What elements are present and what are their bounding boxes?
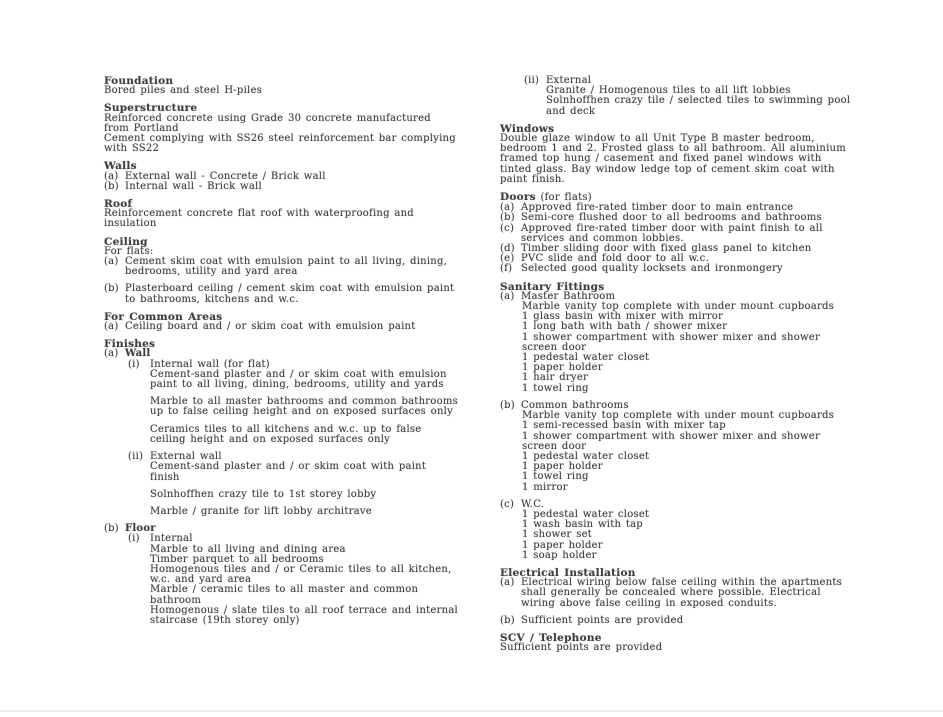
item-text: Plasterboard ceiling / cement skim coat with emulsion paint to bathrooms, kitchens and w.c. bbox=[125, 283, 455, 305]
spec-paragraph: Marble to all master bathrooms and common bathrooms up to false ceiling height and on exposed surfaces only bbox=[150, 396, 458, 418]
item-text: Internal bbox=[150, 533, 193, 545]
spec-paragraph: 1 shower set bbox=[522, 529, 593, 541]
item-text: Internal wall - Brick wall bbox=[125, 180, 262, 192]
section-sanitary-fittings bbox=[500, 282, 856, 561]
item-text: Selected good quality locksets and ironmongery bbox=[521, 263, 783, 275]
item-marker: (e) bbox=[500, 253, 515, 265]
item-text: Internal wall (for flat) bbox=[150, 358, 270, 370]
item-text: Sufficient points are provided bbox=[521, 614, 684, 626]
section-heading-text: Finishes bbox=[104, 338, 156, 351]
section-heading-text: Roof bbox=[104, 198, 133, 211]
spec-paragraph: Sufficient points are provided bbox=[500, 642, 663, 654]
item-marker: (b) bbox=[104, 283, 119, 295]
item-marker: (d) bbox=[500, 243, 515, 255]
item-marker: (b) bbox=[104, 180, 119, 192]
item-marker: (i) bbox=[128, 533, 140, 545]
item-marker: (b) bbox=[104, 523, 119, 535]
spec-paragraph: 1 glass basin with mixer with mirror bbox=[522, 311, 724, 323]
section-heading-text: Doors bbox=[500, 191, 536, 204]
spec-paragraph: 1 pedestal water closet bbox=[522, 450, 650, 462]
item-marker: (c) bbox=[500, 498, 515, 510]
spec-paragraph: 1 towel ring bbox=[522, 382, 589, 394]
spec-paragraph: 1 wash basin with tap bbox=[522, 519, 643, 531]
spec-paragraph: Reinforcement concrete flat roof with waterproofing and insulation bbox=[104, 208, 414, 230]
spec-paragraph: 1 shower compartment with shower mixer and shower screen door bbox=[522, 430, 820, 452]
spec-paragraph: 1 paper holder bbox=[522, 461, 603, 473]
spec-item bbox=[500, 616, 856, 626]
spec-paragraph: Cement-sand plaster and / or skim coat with emulsion paint to all living, dining, bedrooms, utility and yards bbox=[150, 368, 447, 391]
section-doors bbox=[500, 192, 856, 275]
section-heading-text: Walls bbox=[104, 160, 137, 173]
spec-paragraph: Homogenous / slate tiles to all roof terrace and internal staircase (19th storey only) bbox=[150, 604, 458, 626]
section-heading-text: Superstructure bbox=[104, 102, 198, 115]
section-superstructure bbox=[104, 103, 460, 154]
section-walls bbox=[104, 161, 460, 192]
item-marker: (ii) bbox=[128, 451, 144, 463]
section-heading bbox=[104, 237, 460, 247]
spec-paragraph: Bored piles and steel H-piles bbox=[104, 85, 263, 97]
item-text: Common bathrooms bbox=[521, 399, 629, 411]
item-text: Master Bathroom bbox=[521, 290, 616, 302]
section-scv-telephone bbox=[500, 633, 856, 653]
spec-paragraph: 1 pedestal water closet bbox=[522, 508, 650, 520]
spec-paragraph: 1 mirror bbox=[522, 481, 568, 493]
item-marker: (a) bbox=[104, 170, 119, 182]
spec-paragraph: Cement complying with SS26 steel reinforcement bar complying with SS22 bbox=[104, 133, 456, 155]
item-marker: (f) bbox=[500, 263, 513, 275]
spec-paragraph: Reinforced concrete using Grade 30 concrete manufactured from Portland bbox=[104, 112, 431, 134]
section-finishes bbox=[104, 339, 460, 626]
item-text: Approved fire-rated timber door with paint finish to all services and common lobbies. bbox=[521, 222, 823, 244]
section-electrical-installation bbox=[500, 568, 856, 626]
item-marker: (i) bbox=[128, 358, 140, 370]
section-common-areas bbox=[104, 312, 460, 332]
column-left bbox=[104, 76, 460, 626]
spec-paragraph: 1 shower compartment with shower mixer and shower screen door bbox=[522, 331, 820, 353]
spec-paragraph: Marble to all living and dining area bbox=[150, 543, 346, 555]
spec-paragraph: Ceramics tiles to all kitchens and w.c. up to false ceiling height and on exposed surfaces only bbox=[150, 423, 422, 445]
item-text: External wall - Concrete / Brick wall bbox=[125, 170, 326, 182]
spec-item bbox=[500, 264, 856, 274]
item-marker: (b) bbox=[500, 399, 515, 411]
page-bottom-edge bbox=[0, 710, 943, 712]
item-marker: (a) bbox=[104, 348, 119, 360]
section-heading-suffix: (for flats) bbox=[535, 192, 592, 204]
spec-paragraph: 1 pedestal water closet bbox=[522, 352, 650, 364]
spec-paragraph: Marble / ceramic tiles to all master and common bathroom bbox=[150, 584, 419, 606]
item-marker: (c) bbox=[500, 222, 515, 234]
spec-item bbox=[500, 224, 856, 244]
section-heading-text: SCV / Telephone bbox=[500, 631, 602, 644]
item-marker: (b) bbox=[500, 212, 515, 224]
spec-paragraph: Marble vanity top complete with under mount cupboards bbox=[522, 301, 835, 313]
item-text: Ceiling board and / or skim coat with emulsion paint bbox=[125, 321, 416, 333]
item-text: Wall bbox=[125, 348, 151, 360]
spec-paragraph: 1 semi-recessed basin with mixer tap bbox=[522, 420, 726, 432]
spec-paragraph: 1 towel ring bbox=[522, 471, 589, 483]
spec-paragraph: Cement-sand plaster and / or skim coat with paint finish bbox=[150, 461, 427, 483]
spec-paragraph: 1 long bath with bath / shower mixer bbox=[522, 321, 728, 333]
section-heading-text: Foundation bbox=[104, 75, 174, 87]
section-heading-text: Electrical Installation bbox=[500, 566, 636, 579]
item-text: PVC slide and fold door to all w.c. bbox=[521, 253, 709, 265]
item-text: Semi-core flushed door to all bedrooms and bathrooms bbox=[521, 212, 822, 224]
spec-item bbox=[104, 322, 460, 332]
spec-item bbox=[500, 578, 856, 609]
spec-paragraph: 1 hair dryer bbox=[522, 372, 589, 384]
spec-paragraph: For flats: bbox=[104, 245, 154, 257]
spec-item bbox=[104, 284, 460, 304]
spec-item bbox=[104, 182, 460, 192]
section-heading-text: Sanitary Fittings bbox=[500, 280, 605, 293]
item-marker: (b) bbox=[500, 614, 515, 626]
section-foundation bbox=[104, 76, 460, 96]
column-right bbox=[500, 76, 856, 653]
item-marker: (a) bbox=[500, 202, 515, 214]
spec-paragraph: Granite / Homogenous tiles to all lift lobbies bbox=[546, 85, 791, 97]
item-text: Electrical wiring below false ceiling within the apartments shall generally be concealed where possible. Electrical wiring above false ceiling in exposed conduits. bbox=[521, 577, 843, 609]
item-marker: (a) bbox=[104, 321, 119, 333]
section-heading-text: For Common Areas bbox=[104, 310, 223, 323]
section-floor-external bbox=[500, 76, 856, 117]
item-text: Cement skim coat with emulsion paint to all living, dining, bedrooms, utility and yard area bbox=[125, 256, 448, 278]
item-text: External wall bbox=[150, 451, 222, 463]
spec-paragraph: Homogenous tiles and / or Ceramic tiles to all kitchen, w.c. and yard area bbox=[150, 563, 452, 586]
section-heading bbox=[104, 339, 460, 349]
spec-paragraph: Marble vanity top complete with under mount cupboards bbox=[522, 410, 835, 422]
item-text: External bbox=[546, 75, 592, 86]
spec-item bbox=[128, 534, 460, 544]
spec-paragraph: Timber parquet to all bedrooms bbox=[150, 553, 324, 565]
spec-paragraph: Solnhoffhen crazy tile to 1st storey lobby bbox=[150, 488, 377, 500]
item-text: Approved fire-rated timber door to main entrance bbox=[521, 202, 794, 214]
spec-paragraph: Marble / granite for lift lobby architrave bbox=[150, 505, 372, 517]
spec-paragraph: 1 soap holder bbox=[522, 549, 597, 561]
section-windows bbox=[500, 124, 856, 185]
section-ceiling bbox=[104, 237, 460, 305]
spec-paragraph: Double glaze window to all Unit Type B master bedroom, bedroom 1 and 2. Frosted glass to all bathroom. All aluminium framed top hung / casement and fixed panel windows with tinted glass. Bay window ledge top of cement skim coat with paint finish. bbox=[500, 133, 846, 185]
item-marker: (a) bbox=[500, 290, 515, 302]
section-heading-text: Windows bbox=[500, 122, 555, 135]
section-heading-text: Ceiling bbox=[104, 235, 148, 248]
item-marker: (ii) bbox=[524, 75, 540, 86]
spec-item bbox=[104, 257, 460, 277]
spec-paragraph: Solnhoffhen crazy tile / selected tiles to swimming pool and deck bbox=[546, 95, 851, 117]
spec-paragraph: 1 paper holder bbox=[522, 539, 603, 551]
item-text: W.C. bbox=[521, 498, 545, 510]
item-marker: (a) bbox=[104, 256, 119, 268]
section-roof bbox=[104, 199, 460, 230]
spec-paragraph: 1 paper holder bbox=[522, 362, 603, 374]
item-marker: (a) bbox=[500, 577, 515, 589]
item-text: Floor bbox=[125, 523, 156, 535]
item-text: Timber sliding door with fixed glass panel to kitchen bbox=[521, 243, 812, 255]
